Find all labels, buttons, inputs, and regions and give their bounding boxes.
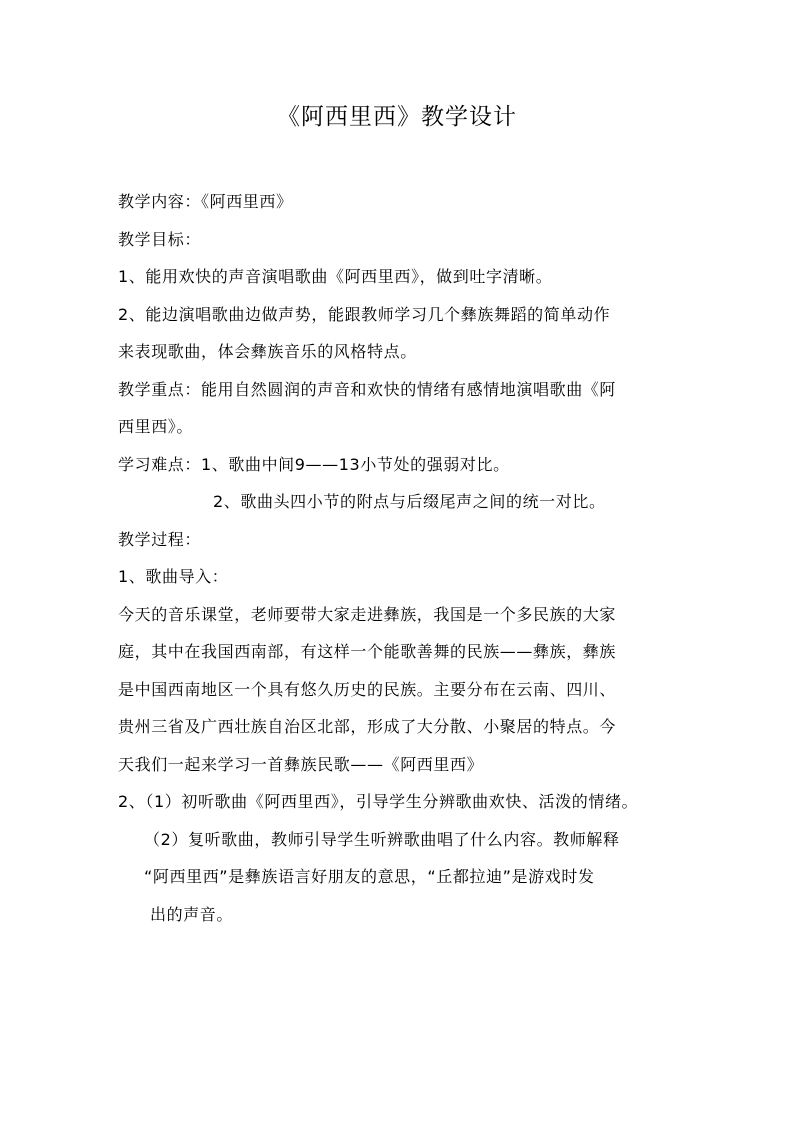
- list-item: 1、歌曲导入：: [118, 567, 229, 586]
- list-item: 1、能用欢快的声音演唱歌曲《阿西里西》，做到吐字清晰。: [118, 267, 553, 286]
- paragraph-line: 是中国西南地区一个具有悠久历史的民族。主要分布在云南、四川、: [118, 679, 617, 699]
- paragraph-line: 出的声音。: [150, 904, 234, 924]
- content-line: 学习难点：1、歌曲中间9——13小节处的强弱对比。: [118, 454, 510, 474]
- content-line: 教学重点：能用自然圆润的声音和欢快的情绪有感情地演唱歌曲《阿: [118, 379, 617, 399]
- list-item: （2）复听歌曲，教师引导学生听辨歌曲唱了什么内容。教师解释: [144, 829, 620, 849]
- paragraph-line: 天我们一起来学习一首彝族民歌——《阿西里西》: [118, 754, 484, 774]
- paragraph-line: 西里西》。: [118, 417, 194, 436]
- paragraph-line: 贵州三省及广西壮族自治区北部，形成了大分散、小聚居的特点。今: [118, 717, 617, 736]
- content-line: 教学内容：《阿西里西》: [118, 192, 293, 211]
- section-heading: 教学过程：: [118, 529, 202, 549]
- list-item: 2、（1）初听歌曲《阿西里西》，引导学生分辨歌曲欢快、活泼的情绪。: [118, 792, 639, 811]
- paragraph-line: “阿西里西”是彝族语言好朋友的意思，“丘都拉迪”是游戏时发: [144, 867, 595, 886]
- list-item: 2、能边演唱歌曲边做声势，能跟教师学习几个彝族舞蹈的简单动作: [118, 304, 611, 324]
- paragraph-line: 今天的音乐课堂，老师要带大家走进彝族，我国是一个多民族的大家: [118, 604, 617, 624]
- section-heading: 教学目标：: [118, 229, 202, 249]
- document-title: 《阿西里西》教学设计: [277, 104, 517, 130]
- document-body: [118, 183, 678, 933]
- paragraph-line: 庭，其中在我国西南部，有这样一个能歌善舞的民族——彝族，彝族: [118, 642, 617, 661]
- paragraph-line: 来表现歌曲，体会彝族音乐的风格特点。: [118, 342, 417, 361]
- list-item: 2、歌曲头四小节的附点与后缀尾声之间的统一对比。: [213, 492, 606, 511]
